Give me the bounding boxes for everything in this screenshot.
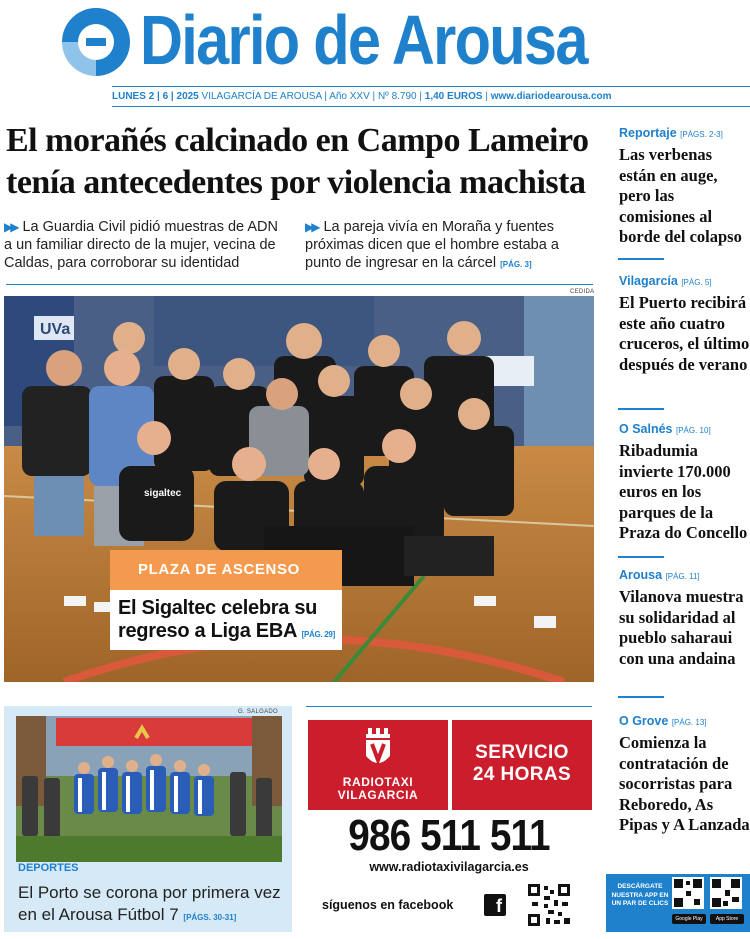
photo-banner-text: UVa bbox=[40, 321, 71, 338]
dateline: LUNES 2 | 6 | 2025 VILAGARCÍA DE AROUSA | Año XXV | Nº 8.790 | 1,40 EUROS | www.diariodearousa.com bbox=[112, 91, 612, 102]
app-promo[interactable] bbox=[606, 874, 750, 932]
sports-headline-text: El Porto se corona por primera vez en el Arousa Fútbol 7 bbox=[18, 883, 281, 924]
sports-headline bbox=[18, 882, 288, 929]
photo-jersey-text: sigaltec bbox=[144, 488, 182, 499]
ad-website[interactable]: www.radiotaxivilagarcia.es bbox=[369, 860, 529, 874]
ad-service-text bbox=[452, 742, 592, 786]
sidebar-divider bbox=[618, 696, 664, 698]
lead-deck-left-text: La Guardia Civil pidió muestras de ADN a un familiar directo de la mujer, vecina de Caldas, para corroborar su identidad bbox=[4, 219, 278, 271]
caption-page-ref: [PÁG. 29] bbox=[301, 630, 335, 639]
sidebar-item[interactable] bbox=[606, 422, 750, 544]
sidebar-item-page: [PÁGS. 2-3] bbox=[680, 130, 723, 139]
sports-teaser[interactable] bbox=[4, 706, 292, 932]
sidebar-item-section: O Grove bbox=[619, 714, 669, 728]
ad-brand-text bbox=[308, 776, 448, 802]
sidebar-item-tag bbox=[606, 568, 750, 582]
lead-headline[interactable]: El morañés calcinado en Campo Lameiro tenía antecedentes por violencia machista bbox=[6, 122, 589, 201]
lead-deck-right-text: La pareja vivía en Moraña y fuentes próximas dicen que el hombre estaba a punto de ingresar en la cárcel bbox=[305, 219, 559, 271]
app-promo-text: DESCÁRGATE NUESTRA APP EN UN PAR DE CLICS bbox=[611, 883, 669, 907]
sidebar-item[interactable] bbox=[606, 568, 750, 669]
ad-brand-line1: RADIOTAXI bbox=[342, 775, 414, 789]
caption-text bbox=[110, 590, 342, 650]
deck-bullet-icon: ▶▶ bbox=[4, 220, 17, 234]
sidebar-item-page: [PÁG. 13] bbox=[671, 718, 707, 727]
photo-caption[interactable] bbox=[110, 550, 342, 650]
masthead-rule-bottom bbox=[112, 106, 750, 107]
ad-top-rule bbox=[306, 706, 592, 707]
sidebar-item-tag bbox=[606, 274, 750, 288]
photo-credit: CEDIDA bbox=[570, 289, 595, 295]
ad-facebook-text: síguenos en facebook bbox=[322, 898, 454, 912]
issue-price: 1,40 EUROS bbox=[424, 91, 483, 102]
sports-photo bbox=[16, 716, 282, 862]
sidebar-item-headline: Vilanova muestra su solidaridad al pueblo saharaui con una andaina bbox=[619, 587, 744, 668]
sidebar-item-headline: Comienza la contratación de socorristas para Reboredo, As Pipas y A Lanzada bbox=[619, 733, 750, 834]
sidebar-item[interactable] bbox=[606, 126, 750, 248]
sidebar-item-tag bbox=[606, 126, 750, 140]
sidebar-item-tag bbox=[606, 422, 750, 436]
section-divider bbox=[6, 284, 593, 285]
sidebar-item-page: [PÁG. 11] bbox=[665, 572, 700, 581]
deck-bullet-icon: ▶▶ bbox=[305, 220, 318, 234]
ad-phone-number[interactable]: 986 511 511 bbox=[348, 811, 550, 860]
masthead-logo bbox=[58, 4, 134, 80]
sidebar-item-section: O Salnés bbox=[619, 422, 673, 436]
sports-photo-credit: G. SALGADO bbox=[237, 709, 278, 715]
radiotaxi-logo-icon bbox=[362, 726, 394, 772]
sidebar-item-headline: Ribadumia invierte 170.000 euros en los parques de la Praza do Concello bbox=[619, 441, 748, 542]
ad-brand-line2: VILAGARCIA bbox=[337, 788, 419, 802]
caption-headline: El Sigaltec celebra su regreso a Liga EBA bbox=[118, 597, 318, 642]
issue-number: Nº 8.790 bbox=[377, 91, 417, 102]
sidebar-divider bbox=[618, 258, 664, 260]
sidebar-divider bbox=[618, 556, 664, 558]
lead-page-ref: [PÁG. 3] bbox=[500, 260, 532, 269]
ad-service-line1: SERVICIO bbox=[475, 742, 569, 763]
sports-page-ref: [PÁGS. 30-31] bbox=[183, 913, 237, 922]
website-link[interactable]: www.diariodearousa.com bbox=[490, 91, 612, 102]
caption-tag: PLAZA DE ASCENSO bbox=[110, 550, 342, 590]
masthead-title[interactable]: Diario de Arousa bbox=[140, 1, 587, 79]
sidebar-divider bbox=[618, 408, 664, 410]
sidebar-item-page: [PÁG. 5] bbox=[681, 278, 712, 287]
app-store-button[interactable]: App Store bbox=[710, 914, 744, 924]
qr-code-icon[interactable] bbox=[526, 882, 572, 928]
sidebar-item-page: [PÁG. 10] bbox=[675, 426, 711, 435]
app-qr-android-icon[interactable] bbox=[672, 877, 704, 909]
app-qr-ios-icon[interactable] bbox=[710, 877, 742, 909]
sidebar-item-section: Vilagarcía bbox=[619, 274, 678, 288]
facebook-icon[interactable]: f bbox=[484, 894, 506, 916]
lead-deck-right bbox=[305, 218, 577, 274]
issue-year: Año XXV bbox=[329, 91, 370, 102]
sports-tag: DEPORTES bbox=[18, 862, 79, 874]
sidebar-item-tag bbox=[606, 714, 750, 728]
ad-service-line2: 24 HORAS bbox=[472, 764, 572, 785]
sidebar-item-headline: Las verbenas están en auge, pero las comisiones al borde del colapso bbox=[619, 145, 742, 246]
issue-date: LUNES 2 | 6 | 2025 bbox=[112, 91, 199, 102]
sidebar-item-section: Arousa bbox=[619, 568, 663, 582]
radiotaxi-ad[interactable] bbox=[306, 706, 592, 932]
masthead-rule-top bbox=[112, 86, 750, 87]
ad-service-block bbox=[452, 720, 592, 810]
lead-deck-left bbox=[4, 218, 290, 272]
sidebar-item-section: Reportaje bbox=[619, 126, 677, 140]
sidebar-item-headline: El Puerto recibirá este año cuatro cruceros, el último después de verano bbox=[619, 293, 750, 374]
sidebar-item[interactable] bbox=[606, 274, 750, 375]
google-play-button[interactable]: Google Play bbox=[672, 914, 706, 924]
sidebar-item[interactable] bbox=[606, 714, 750, 836]
ad-brand-block bbox=[308, 720, 448, 810]
issue-place: VILAGARCÍA DE AROUSA bbox=[201, 91, 322, 102]
